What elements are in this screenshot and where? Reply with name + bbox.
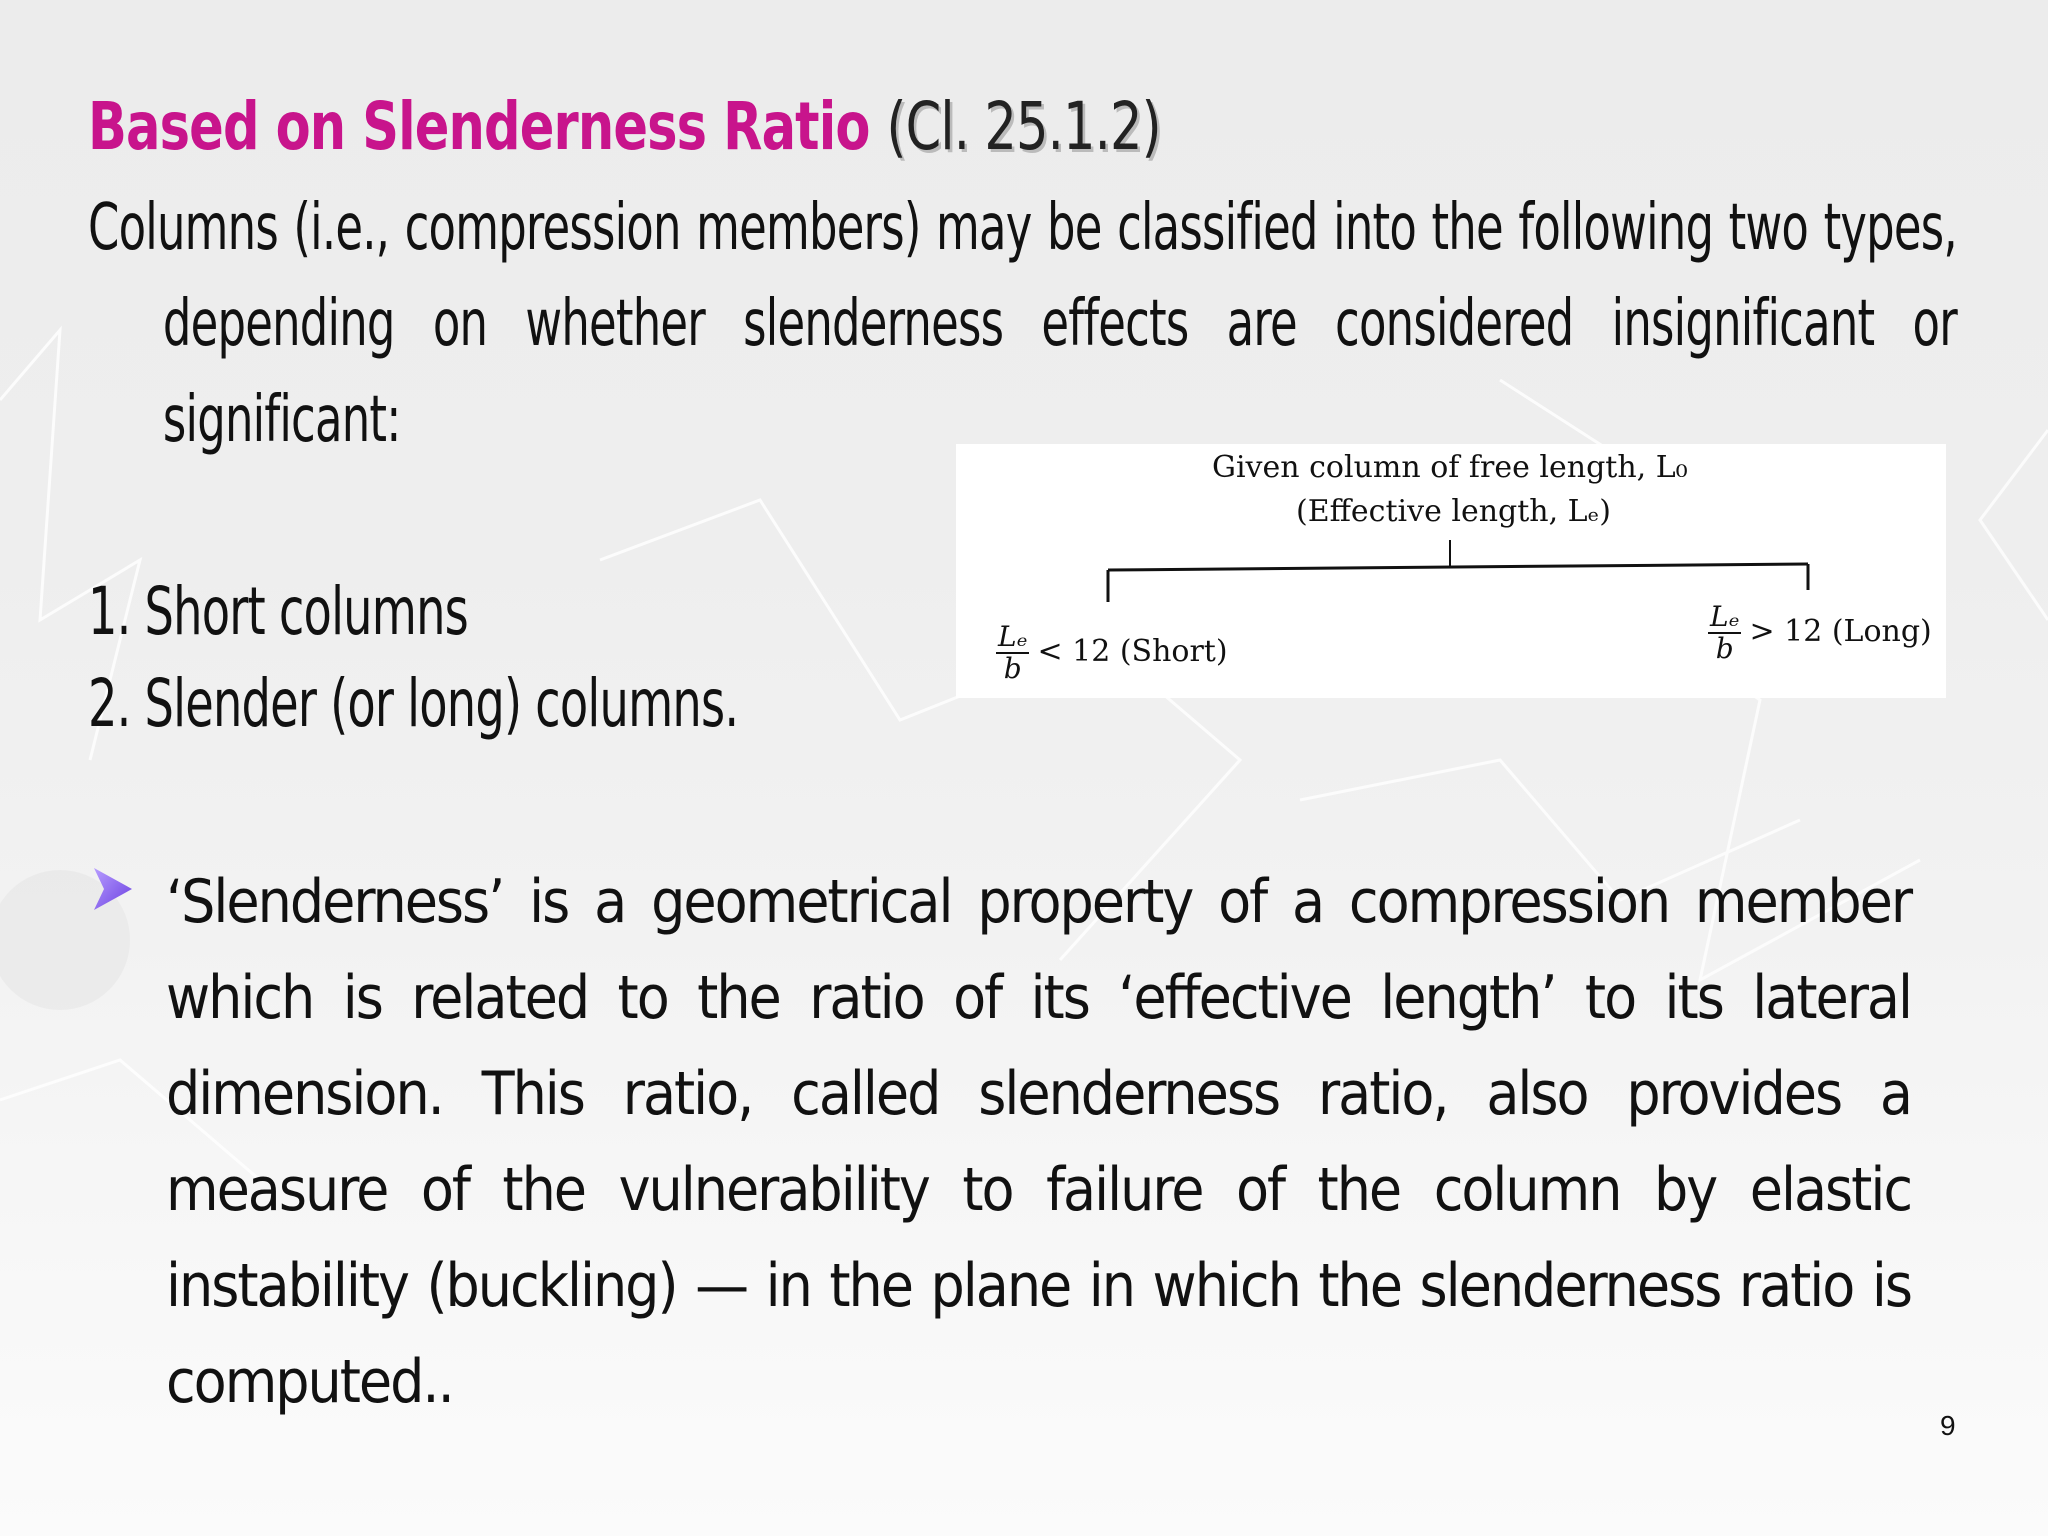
list-item: 2. Slender (or long) columns. <box>88 665 739 742</box>
fraction-denominator: b <box>1003 652 1022 685</box>
short-column-criterion <box>996 622 1228 684</box>
page-number: 9 <box>1940 1410 1956 1441</box>
short-criterion-text: < 12 (Short) <box>1037 634 1228 669</box>
classification-diagram <box>956 444 1946 698</box>
intro-paragraph: Columns (i.e., compression members) may be classified into the following two types, depending on whether slenderness effects are considered insignificant or significant: <box>88 191 1957 457</box>
slide-title <box>88 88 1161 165</box>
slenderness-definition-paragraph <box>166 854 1911 1430</box>
fraction-numerator: Lₑ <box>998 620 1028 653</box>
diagram-heading-line1: Given column of free length, L₀ <box>1212 450 1688 485</box>
fraction-numerator: Lₑ <box>1710 600 1740 633</box>
slenderness-definition-text: ‘Slenderness’ is a geometrical property of a compression member which is related to the ratio of its ‘effective length’ to its lateral dimension. This ratio, called slenderness ratio, also provides a measure of the vulnerability to failure of the column by elastic instability (buckling) — in the plane in which the slenderness ratio is computed.. <box>166 867 1911 1417</box>
long-column-criterion <box>1708 602 1932 664</box>
list-item: 1. Short columns <box>88 573 469 650</box>
long-criterion-text: > 12 (Long) <box>1749 614 1932 649</box>
diagram-heading-line2: (Effective length, Lₑ) <box>1296 494 1611 529</box>
fraction-denominator: b <box>1715 632 1734 665</box>
column-types-list <box>88 566 738 750</box>
arrow-bullet-icon <box>92 866 134 912</box>
slenderness-fraction <box>1708 602 1741 664</box>
title-main: Based on Slenderness Ratio <box>88 88 870 165</box>
title-clause-reference: (Cl. 25.1.2) <box>886 88 1161 165</box>
slenderness-fraction <box>996 622 1029 684</box>
